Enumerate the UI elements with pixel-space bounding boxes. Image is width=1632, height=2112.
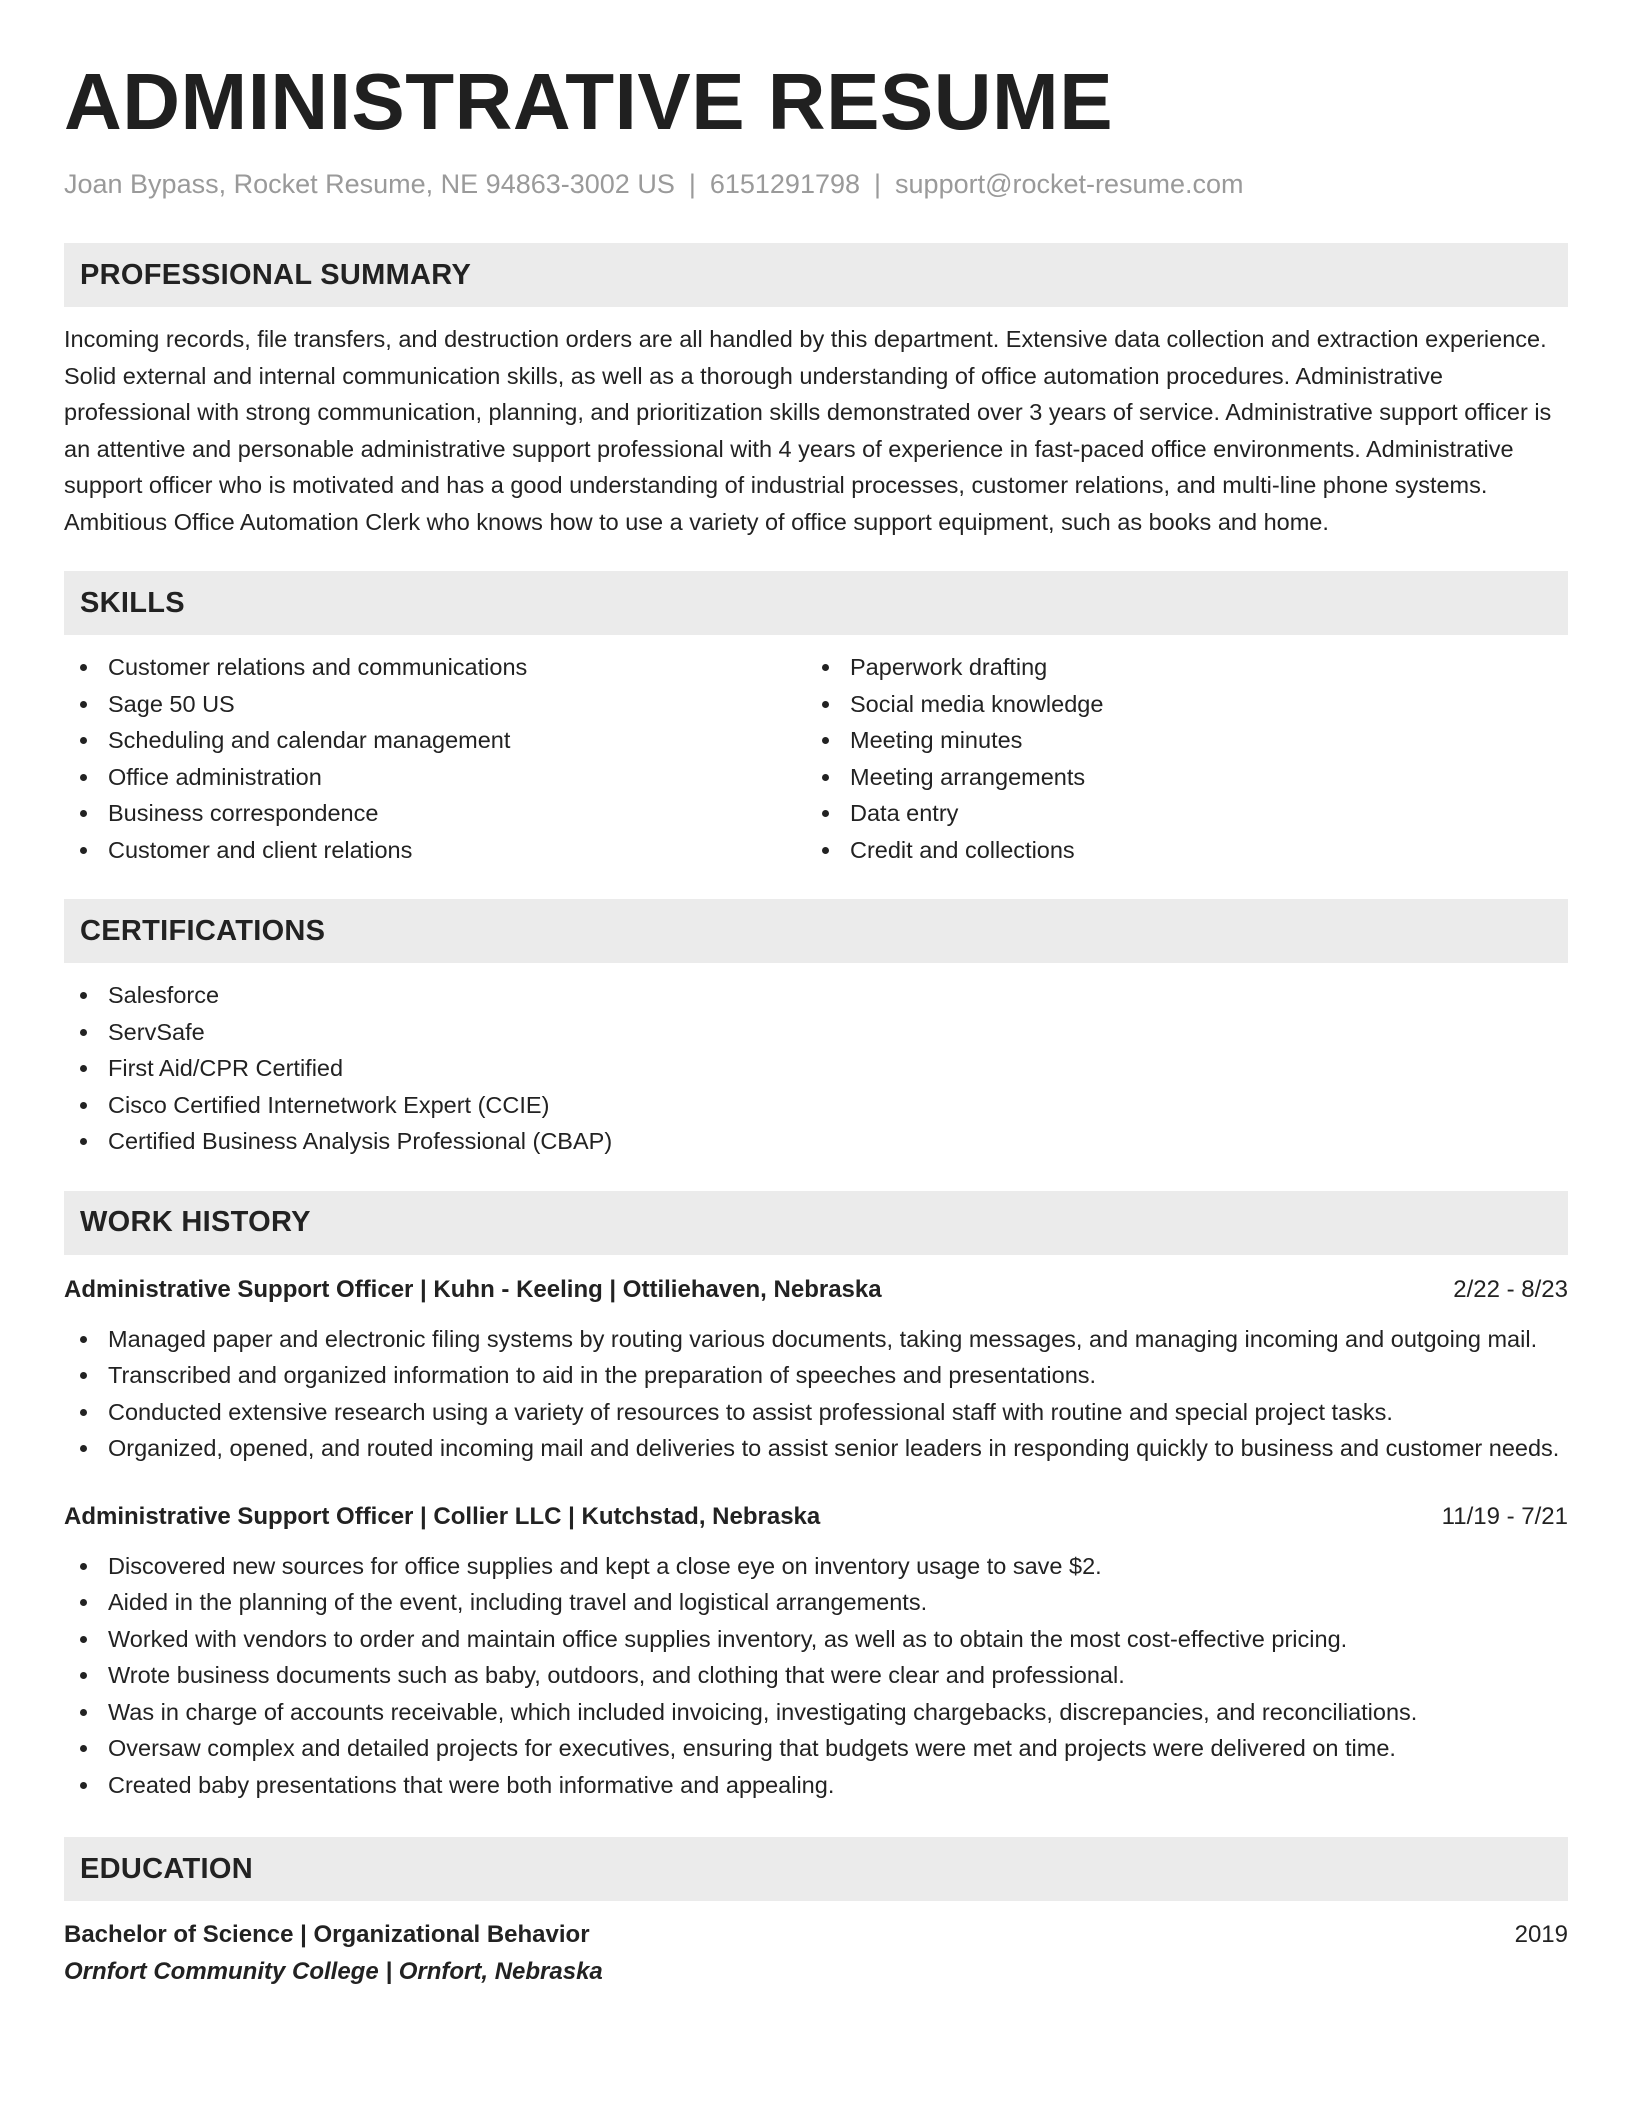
list-item: Conducted extensive research using a variety of resources to assist professional staff with routine and special project tasks.: [64, 1394, 1568, 1431]
list-item: Scheduling and calendar management: [64, 722, 806, 759]
list-item: Meeting arrangements: [806, 759, 1548, 796]
list-item: Business correspondence: [64, 795, 806, 832]
list-item: Worked with vendors to order and maintain office supplies inventory, as well as to obtain the most cost-effective pricing.: [64, 1621, 1568, 1658]
list-item: Credit and collections: [806, 832, 1548, 869]
section-title: WORK HISTORY: [80, 1206, 311, 1238]
list-item: Created baby presentations that were both informative and appealing.: [64, 1767, 1568, 1804]
contact-line: [64, 166, 1568, 202]
list-item: Data entry: [806, 795, 1548, 832]
job-dates: 11/19 - 7/21: [1441, 1502, 1568, 1530]
list-item: Oversaw complex and detailed projects for executives, ensuring that budgets were met and projects were delivered on time.: [64, 1730, 1568, 1767]
education-school: Ornfort Community College | Ornfort, Nebraska: [64, 1958, 603, 1985]
job-bullets: [64, 1548, 1568, 1804]
list-item: First Aid/CPR Certified: [64, 1050, 1568, 1087]
list-item: Aided in the planning of the event, including travel and logistical arrangements.: [64, 1584, 1568, 1621]
list-item: Social media knowledge: [806, 686, 1548, 723]
certifications-list: [64, 977, 1568, 1160]
contact-separator: |: [874, 169, 882, 199]
list-item: Managed paper and electronic filing systems by routing various documents, taking messages, and managing incoming and outgoing mail.: [64, 1321, 1568, 1358]
section-title: PROFESSIONAL SUMMARY: [80, 258, 472, 291]
resume-page: [64, 52, 1568, 1989]
summary-paragraph: Incoming records, file transfers, and destruction orders are all handled by this department. Extensive data collection and extraction experience. Solid external and internal communication skills, as well as a thorough understanding of office automation procedures. Administrative professional with strong communication, planning, and prioritization skills demonstrated over 3 years of service. Administrative support officer is an attentive and personable administrative support professional with 4 years of experience in fast-paced office environments. Administrative support officer who is motivated and has a good understanding of industrial processes, customer relations, and multi-line phone systems. Ambitious Office Automation Clerk who knows how to use a variety of office support equipment, such as books and home.: [64, 326, 1552, 535]
job-header: [64, 1500, 1568, 1534]
list-item: Organized, opened, and routed incoming mail and deliveries to assist senior leaders in responding quickly to business and customer needs.: [64, 1430, 1568, 1467]
job-header: [64, 1273, 1568, 1307]
list-item: ServSafe: [64, 1014, 1568, 1051]
job-title: Administrative Support Officer | Kuhn - Keeling | Ottiliehaven, Nebraska: [64, 1275, 882, 1303]
list-item: Transcribed and organized information to aid in the preparation of speeches and presentations.: [64, 1357, 1568, 1394]
education-degree: Bachelor of Science | Organizational Behavior: [64, 1921, 590, 1948]
skills-column-left: [64, 649, 806, 868]
list-item: Sage 50 US: [64, 686, 806, 723]
education-header: [64, 1918, 1568, 1952]
skills-column-right: [806, 649, 1548, 868]
list-item: Paperwork drafting: [806, 649, 1548, 686]
section-title: CERTIFICATIONS: [80, 914, 326, 947]
list-item: Certified Business Analysis Professional (CBAP): [64, 1123, 1568, 1160]
section-header-skills: [64, 571, 1568, 635]
contact-separator: |: [688, 169, 696, 199]
section-title: SKILLS: [80, 586, 185, 619]
skills-grid: [64, 649, 1568, 868]
list-item: Was in charge of accounts receivable, which included invoicing, investigating chargebacks, discrepancies, and reconciliations.: [64, 1694, 1568, 1731]
section-header-work-history: [64, 1191, 1568, 1255]
list-item: Customer and client relations: [64, 832, 806, 869]
section-header-education: [64, 1837, 1568, 1901]
list-item: Office administration: [64, 759, 806, 796]
education-year: 2019: [1514, 1921, 1568, 1948]
list-item: Discovered new sources for office supplies and kept a close eye on inventory usage to save $2.: [64, 1548, 1568, 1585]
section-title: EDUCATION: [80, 1852, 253, 1885]
job-bullets: [64, 1321, 1568, 1467]
list-item: Customer relations and communications: [64, 649, 806, 686]
section-header-certifications: [64, 899, 1568, 963]
section-header-summary: [64, 243, 1568, 307]
list-item: Wrote business documents such as baby, outdoors, and clothing that were clear and professional.: [64, 1657, 1568, 1694]
list-item: Cisco Certified Internetwork Expert (CCIE): [64, 1087, 1568, 1124]
job-title: Administrative Support Officer | Collier LLC | Kutchstad, Nebraska: [64, 1502, 821, 1530]
contact-address: Joan Bypass, Rocket Resume, NE 94863-3002 US: [64, 169, 675, 199]
list-item: Meeting minutes: [806, 722, 1548, 759]
job-dates: 2/22 - 8/23: [1453, 1275, 1568, 1303]
contact-email: support@rocket-resume.com: [895, 169, 1244, 199]
list-item: Salesforce: [64, 977, 1568, 1014]
contact-phone: 6151291798: [709, 169, 861, 199]
resume-title: ADMINISTRATIVE RESUME: [64, 57, 1114, 146]
